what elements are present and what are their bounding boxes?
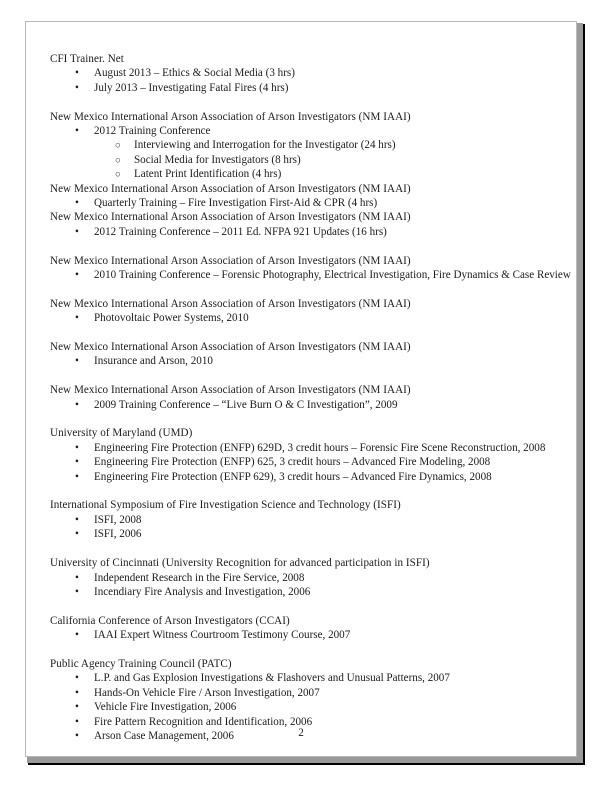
- bullet-icon: •: [75, 513, 79, 526]
- organization-name: Public Agency Training Council (PATC): [50, 657, 232, 670]
- sub-list-item: [94, 167, 562, 181]
- section-spacer: [50, 643, 562, 657]
- bullet-icon: •: [75, 629, 79, 642]
- course-list: [50, 124, 562, 138]
- course-list: [50, 513, 562, 542]
- course-label: Engineering Fire Protection (ENFP) 625, 3 credit hours – Advanced Fire Modeling, 2008: [94, 456, 491, 469]
- course-label: Insurance and Arson, 2010: [94, 355, 213, 368]
- bullet-icon: •: [75, 225, 79, 238]
- course-label: August 2013 – Ethics & Social Media (3 hrs): [94, 67, 295, 80]
- organization-name: California Conference of Arson Investigators (CCAI): [50, 614, 290, 627]
- list-item: [50, 66, 562, 80]
- course-list: [50, 225, 562, 239]
- hollow-bullet-icon: ○: [115, 169, 121, 181]
- bullet-icon: •: [75, 456, 79, 469]
- list-item: [50, 700, 562, 714]
- training-section: [50, 210, 562, 239]
- training-section: [50, 182, 562, 211]
- training-section: [50, 110, 562, 182]
- section-spacer: [50, 326, 562, 340]
- nested-course-group: [50, 138, 562, 181]
- organization-name: New Mexico International Arson Association of Arson Investigators (NM IAAI): [50, 341, 411, 354]
- list-item: [50, 671, 562, 685]
- bullet-icon: •: [75, 571, 79, 584]
- organization-name: New Mexico International Arson Association of Arson Investigators (NM IAAI): [50, 384, 411, 397]
- sub-course-list: [94, 138, 562, 181]
- bullet-icon: •: [75, 269, 79, 282]
- bullet-icon: •: [75, 701, 79, 714]
- training-section: [50, 254, 571, 283]
- course-list: [50, 398, 562, 412]
- list-item: [50, 571, 562, 585]
- course-label: Independent Research in the Fire Service, 2008: [94, 571, 305, 584]
- course-label: 2009 Training Conference – “Live Burn O & C Investigation”, 2009: [94, 398, 398, 411]
- list-item: [50, 585, 562, 599]
- course-list: [50, 571, 562, 600]
- organization-name: New Mexico International Arson Association of Arson Investigators (NM IAAI): [50, 182, 411, 195]
- sub-list-item: [94, 153, 562, 167]
- organization-name: University of Maryland (UMD): [50, 427, 193, 440]
- bullet-icon: •: [75, 585, 79, 598]
- bullet-icon: •: [75, 715, 79, 728]
- section-spacer: [50, 369, 562, 383]
- section-spacer: [50, 484, 562, 498]
- section-spacer: [50, 599, 562, 613]
- training-section: [50, 383, 562, 412]
- document-content: [26, 22, 576, 756]
- training-section: [50, 297, 562, 326]
- course-label: Hands-On Vehicle Fire / Arson Investigation, 2007: [94, 686, 320, 699]
- course-label: Engineering Fire Protection (ENFP 629), 3 credit hours – Advanced Fire Dynamics, 2008: [94, 470, 492, 483]
- course-list: [50, 628, 562, 642]
- bullet-icon: •: [75, 729, 79, 742]
- course-list: [50, 196, 562, 210]
- training-section: [50, 614, 562, 643]
- bullet-icon: •: [75, 441, 79, 454]
- course-label: Arson Case Management, 2006: [94, 729, 234, 742]
- organization-name: New Mexico International Arson Association of Arson Investigators (NM IAAI): [50, 254, 411, 267]
- list-item: [50, 398, 562, 412]
- list-item: [50, 470, 562, 484]
- course-label: IAAI Expert Witness Courtroom Testimony Course, 2007: [94, 629, 351, 642]
- sub-list-item: [94, 138, 562, 152]
- course-label: Vehicle Fire Investigation, 2006: [94, 701, 237, 714]
- page-number: 2: [298, 727, 304, 739]
- course-label: Fire Pattern Recognition and Identification, 2006: [94, 715, 313, 728]
- sub-course-label: Social Media for Investigators (8 hrs): [134, 153, 301, 166]
- list-item: [50, 268, 571, 282]
- course-list: [50, 66, 562, 95]
- bullet-icon: •: [75, 470, 79, 483]
- course-label: 2012 Training Conference – 2011 Ed. NFPA 921 Updates (16 hrs): [94, 225, 387, 238]
- course-label: July 2013 – Investigating Fatal Fires (4 hrs): [94, 81, 289, 94]
- course-label: Quarterly Training – Fire Investigation First-Aid & CPR (4 hrs): [94, 197, 378, 210]
- organization-name: CFI Trainer. Net: [50, 53, 124, 65]
- training-section: [50, 556, 562, 599]
- bullet-icon: •: [75, 67, 79, 80]
- course-label: Photovoltaic Power Systems, 2010: [94, 312, 249, 325]
- list-item: [50, 81, 562, 95]
- course-list: [50, 311, 562, 325]
- bullet-icon: •: [75, 125, 79, 138]
- sub-course-label: Latent Print Identification (4 hrs): [134, 168, 282, 181]
- section-spacer: [50, 542, 562, 556]
- course-label: L.P. and Gas Explosion Investigations & Flashovers and Unusual Patterns, 2007: [94, 672, 450, 685]
- organization-name: New Mexico International Arson Association of Arson Investigators (NM IAAI): [50, 211, 411, 224]
- organization-name: New Mexico International Arson Association of Arson Investigators (NM IAAI): [50, 297, 411, 310]
- course-label: Engineering Fire Protection (ENFP) 629D, 3 credit hours – Forensic Fire Scene Reconstruction, 2008: [94, 441, 546, 454]
- bullet-icon: •: [75, 81, 79, 94]
- list-item: [50, 225, 562, 239]
- page-shell: [25, 21, 585, 765]
- section-spacer: [50, 282, 562, 296]
- training-section: [50, 340, 562, 369]
- list-item: [50, 124, 562, 138]
- organization-name: International Symposium of Fire Investigation Science and Technology (ISFI): [50, 499, 401, 512]
- bullet-icon: •: [75, 355, 79, 368]
- bullet-icon: •: [75, 312, 79, 325]
- list-item: [50, 196, 562, 210]
- sub-course-label: Interviewing and Interrogation for the Investigator (24 hrs): [134, 139, 396, 152]
- list-item: [50, 527, 562, 541]
- training-section: [50, 498, 562, 541]
- training-section: [50, 426, 562, 484]
- page-footer: [26, 726, 576, 740]
- list-item: [50, 455, 562, 469]
- bullet-icon: •: [75, 197, 79, 210]
- list-item: [50, 686, 562, 700]
- course-label: 2010 Training Conference – Forensic Photography, Electrical Investigation, Fire Dynamics & Case Review: [94, 269, 571, 282]
- course-label: ISFI, 2008: [94, 513, 142, 526]
- list-item: [50, 441, 562, 455]
- course-label: ISFI, 2006: [94, 528, 142, 541]
- training-section: [50, 52, 562, 95]
- course-list: [50, 441, 562, 484]
- course-label: 2012 Training Conference: [94, 125, 211, 138]
- list-item: [50, 513, 562, 527]
- hollow-bullet-icon: ○: [115, 154, 121, 166]
- organization-name: New Mexico International Arson Association of Arson Investigators (NM IAAI): [50, 110, 411, 123]
- bullet-icon: •: [75, 398, 79, 411]
- section-spacer: [50, 239, 562, 253]
- document-page: [25, 21, 577, 757]
- list-item: [50, 354, 562, 368]
- course-list: [50, 354, 562, 368]
- section-spacer: [50, 412, 562, 426]
- course-label: Incendiary Fire Analysis and Investigation, 2006: [94, 585, 311, 598]
- bullet-icon: •: [75, 672, 79, 685]
- section-spacer: [50, 95, 562, 109]
- organization-name: University of Cincinnati (University Recognition for advanced participation in ISFI): [50, 557, 430, 570]
- bullet-icon: •: [75, 528, 79, 541]
- course-list: [50, 268, 571, 282]
- list-item: [50, 628, 562, 642]
- bullet-icon: •: [75, 686, 79, 699]
- list-item: [50, 311, 562, 325]
- hollow-bullet-icon: ○: [115, 140, 121, 152]
